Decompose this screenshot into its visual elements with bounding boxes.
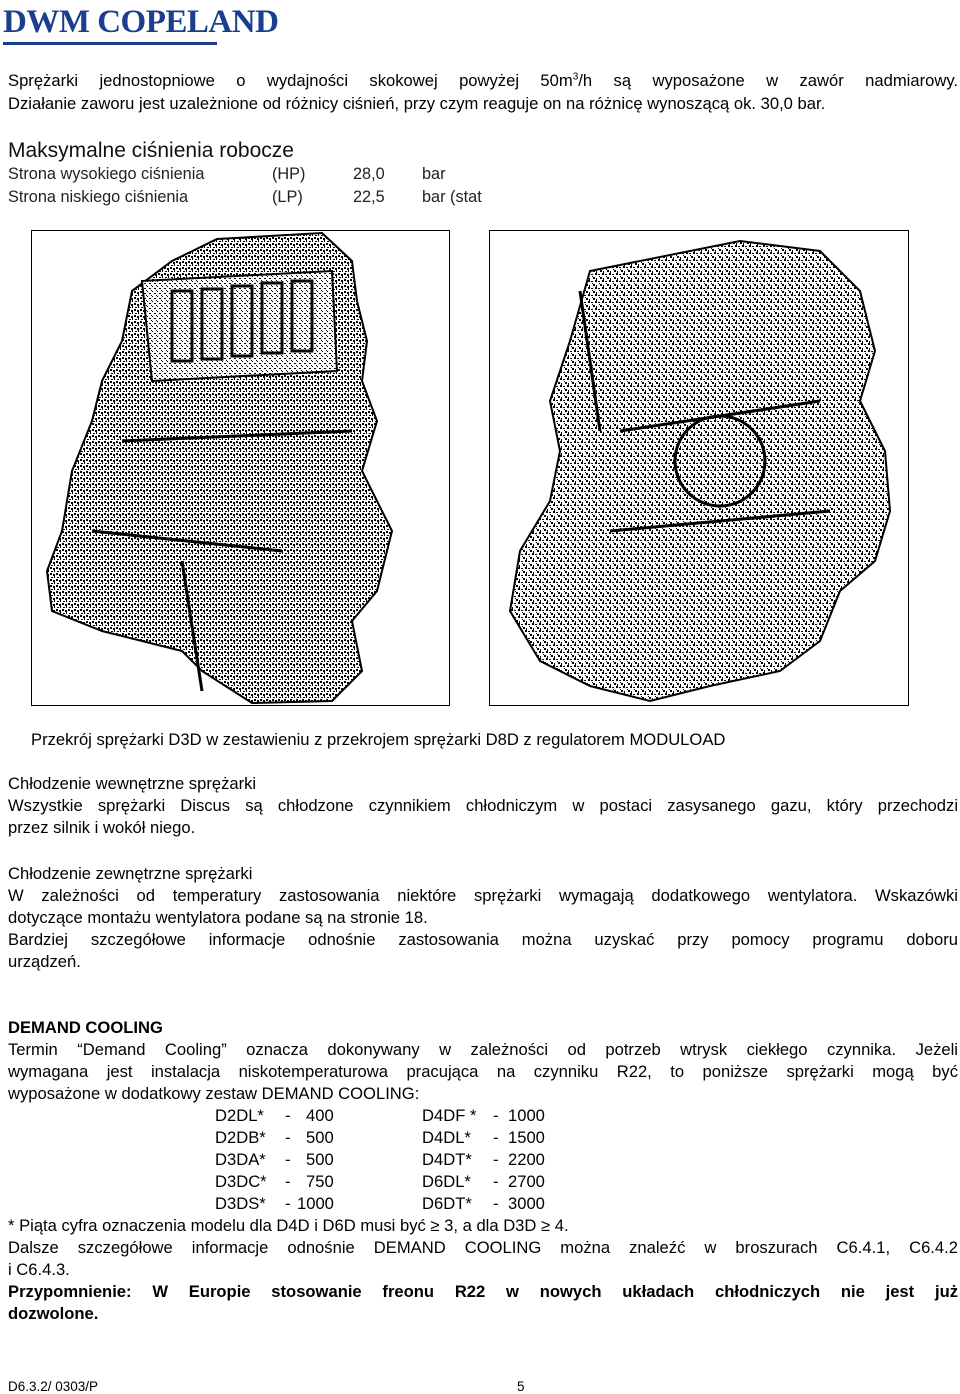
demand-cooling-line-3: wyposażone w dodatkowy zestaw DEMAND COOLING: [8, 1084, 420, 1103]
demand-cooling-heading: DEMAND COOLING [8, 1018, 163, 1037]
internal-cooling-line-1: Wszystkie sprężarki Discus są chłodzone czynnikiem chłodniczym w postaci zasysanego gazu, który przechodzi [8, 796, 958, 815]
model-separator: - [285, 1150, 291, 1169]
model-separator: - [493, 1172, 499, 1191]
footer-page-number: 5 [517, 1379, 525, 1394]
demand-cooling-line-2: wymagana jest instalacja niskotemperaturowa pracująca na czynniku R22, to poniższe sprężarki mogą być [8, 1062, 958, 1081]
reminder-line-1: Przypomnienie: W Europie stosowanie freonu R22 w nowych układach chłodniczych nie jest już [8, 1282, 958, 1301]
pressure-unit: bar [422, 165, 446, 183]
model-code: D3DA* [215, 1150, 266, 1169]
external-cooling-line-1: W zależności od temperatury zastosowania niektóre sprężarki wymagają dodatkowego wentylatora. Wskazówki [8, 886, 958, 905]
more-info-line-1: Dalsze szczegółowe informacje odnośnie DEMAND COOLING można znaleźć w broszurach C6.4.1, C6.4.2 [8, 1238, 958, 1257]
intro-line-2: Działanie zaworu jest uzależnione od różnicy ciśnień, przy czym reaguje on na różnicę wynoszącą ok. 30,0 bar. [8, 94, 826, 113]
external-cooling-line-4: urządzeń. [8, 952, 81, 971]
reminder-line-2: dozwolone. [8, 1304, 99, 1323]
internal-cooling-heading: Chłodzenie wewnętrzne sprężarki [8, 774, 257, 793]
pressure-side: Strona niskiego ciśnienia [8, 188, 189, 206]
pressure-side: Strona wysokiego ciśnienia [8, 165, 205, 183]
demand-cooling-line-1: Termin “Demand Cooling” oznacza dokonywany w zależności od potrzeb wtrysk ciekłego czynnika. Jeżeli [8, 1040, 958, 1059]
model-separator: - [493, 1128, 499, 1147]
d3d-compressor-section-image [31, 230, 450, 706]
company-logo [3, 4, 279, 48]
model-row [0, 1149, 960, 1171]
model-code: D3DS* [215, 1194, 266, 1213]
greater-or-equal-icon: ≥ [430, 1216, 440, 1235]
pressure-row-hp [8, 165, 508, 187]
model-separator: - [493, 1150, 499, 1169]
model-code: D2DB* [215, 1128, 266, 1147]
external-cooling-heading: Chłodzenie zewnętrzne sprężarki [8, 864, 253, 883]
greater-or-equal-icon: ≥ [541, 1216, 551, 1235]
model-code: D6DT* [422, 1194, 472, 1213]
model-value: 1500 [508, 1128, 545, 1147]
external-cooling-line-2: dotyczące montażu wentylatora podane są na stronie 18. [8, 908, 428, 927]
model-separator: - [285, 1172, 291, 1191]
d8d-compressor-section-image [489, 230, 909, 706]
model-code: D4DL* [422, 1128, 471, 1147]
model-code: D4DT* [422, 1150, 472, 1169]
pressure-value: 28,0 [353, 165, 385, 183]
model-value: 3000 [508, 1194, 545, 1213]
logo-text: DWM COPELAND [3, 4, 279, 40]
pressure-code: (HP) [272, 165, 306, 183]
note-text: 3, a dla D3D [444, 1216, 537, 1235]
model-value: 1000 [508, 1106, 545, 1125]
pressures-title: Maksymalne ciśnienia robocze [8, 139, 294, 162]
internal-cooling-line-2: przez silnik i wokół niego. [8, 818, 196, 837]
note-text: * Piąta cyfra oznaczenia modelu dla D4D i D6D musi być [8, 1216, 426, 1235]
footer-doc-code: D6.3.2/ 0303/P [8, 1379, 99, 1394]
model-row [0, 1171, 960, 1193]
external-cooling-line-3: Bardziej szczegółowe informacje odnośnie zastosowania można uzyskać przy pomocy programu doboru [8, 930, 958, 949]
superscript-3: 3 [572, 71, 579, 83]
model-row [0, 1105, 960, 1127]
model-code: D2DL* [215, 1106, 264, 1125]
pressure-value: 22,5 [353, 188, 385, 206]
model-separator: - [285, 1106, 291, 1125]
intro-text-end: /h są wyposażone w zawór nadmiarowy. [578, 71, 959, 90]
intro-text: Sprężarki jednostopniowe o wydajności skokowej powyżej 50m [8, 71, 573, 90]
more-info-line-2: i C6.4.3. [8, 1260, 70, 1279]
model-value: 500 [306, 1150, 334, 1169]
model-code: D3DC* [215, 1172, 267, 1191]
model-separator: - [493, 1106, 499, 1125]
figure-caption: Przekrój sprężarki D3D w zestawieniu z przekrojem sprężarki D8D z regulatorem MODULOAD [31, 730, 726, 749]
pressure-row-lp [8, 188, 490, 210]
intro-line-1 [8, 70, 958, 92]
model-digit-note [8, 1215, 958, 1237]
model-code: D6DL* [422, 1172, 471, 1191]
model-separator: - [493, 1194, 499, 1213]
model-value: 2700 [508, 1172, 545, 1191]
model-row [0, 1193, 960, 1215]
model-separator: - [285, 1194, 291, 1213]
model-row [0, 1127, 960, 1149]
model-value: 500 [306, 1128, 334, 1147]
model-value: 400 [306, 1106, 334, 1125]
model-value: 750 [306, 1172, 334, 1191]
pressure-code: (LP) [272, 188, 303, 206]
logo-underline [3, 42, 217, 45]
pressure-unit: bar (stat [422, 188, 482, 206]
note-text: 4. [554, 1216, 569, 1235]
model-code: D4DF * [422, 1106, 477, 1125]
model-value: 1000 [297, 1194, 334, 1213]
model-separator: - [285, 1128, 291, 1147]
model-value: 2200 [508, 1150, 545, 1169]
